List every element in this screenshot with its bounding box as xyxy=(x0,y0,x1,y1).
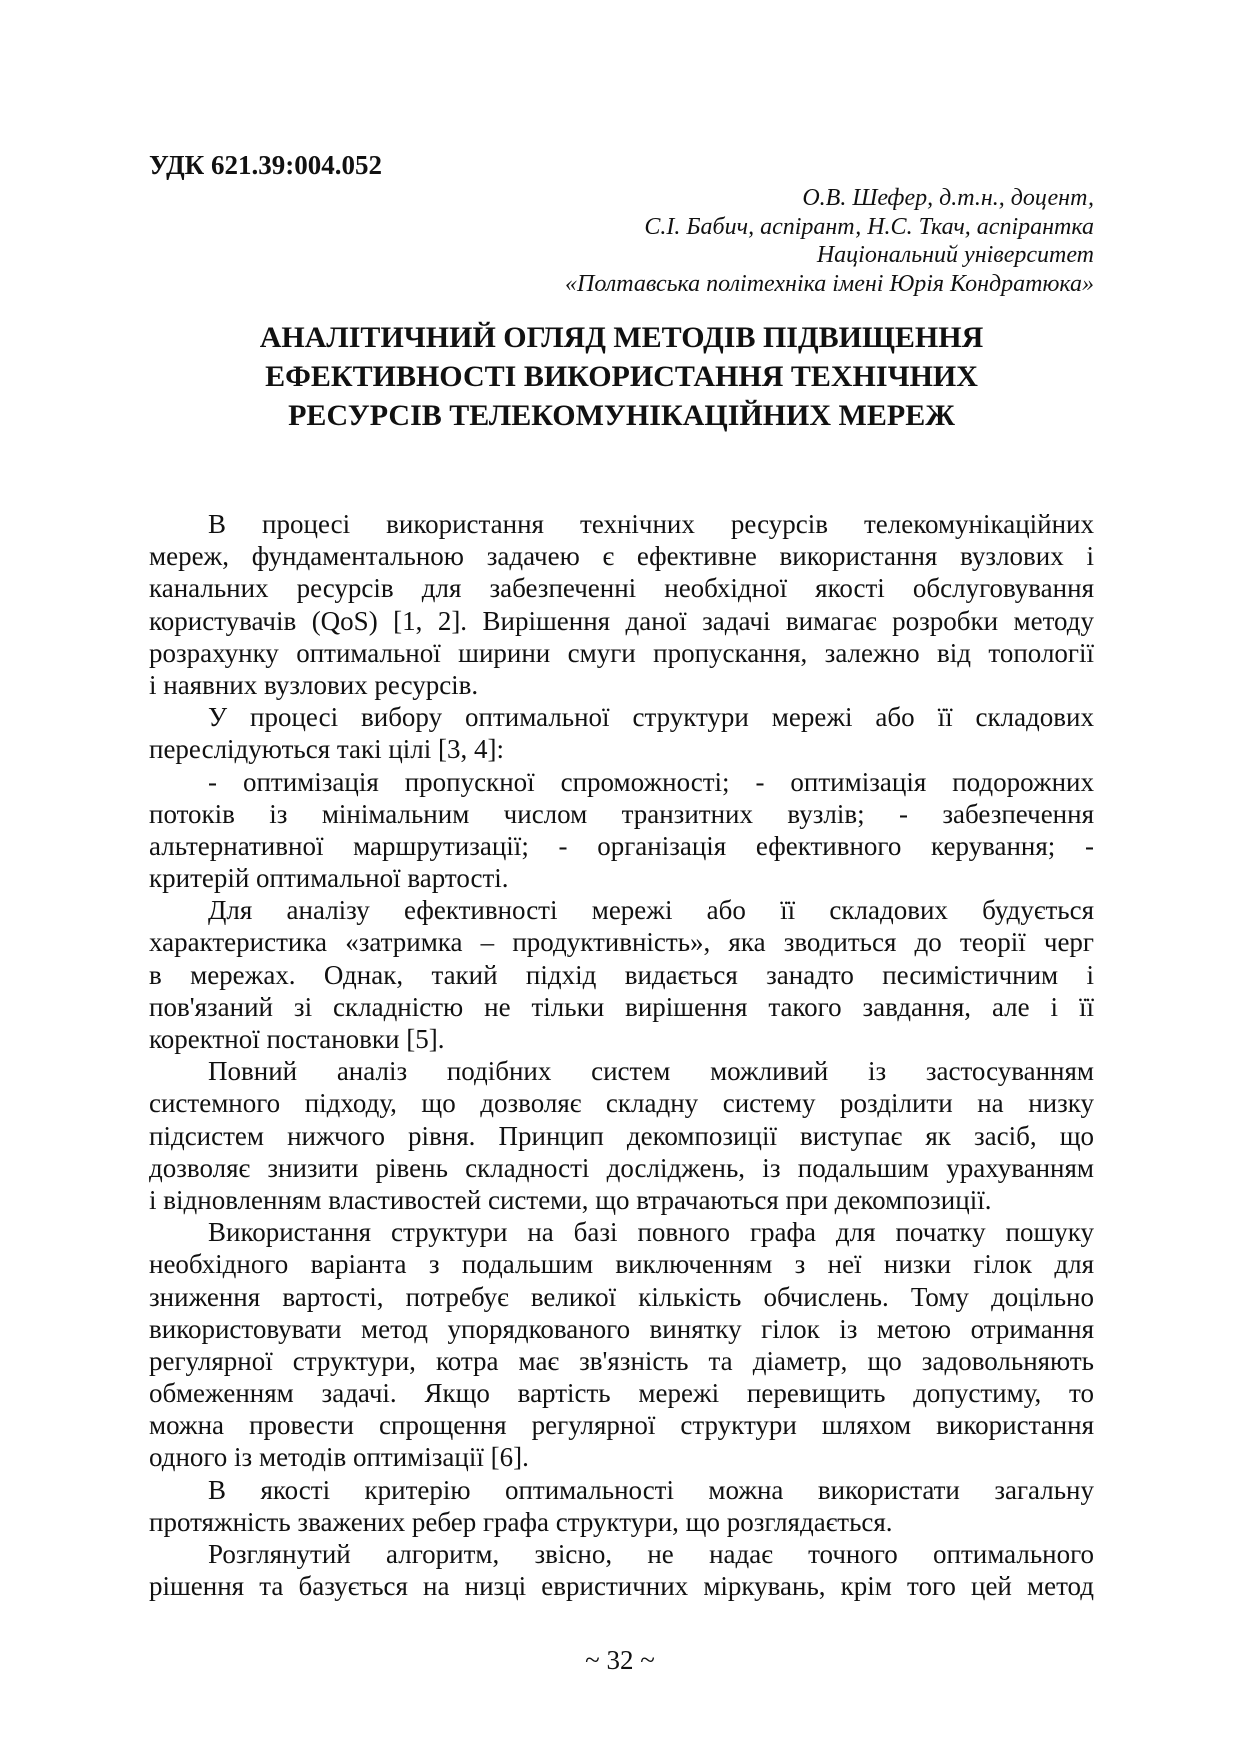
text-line: і відновленням властивостей системи, що втрачаються при декомпозиції. xyxy=(149,1184,992,1215)
page-number: ~ 32 ~ xyxy=(585,1645,655,1675)
text-line: У процесі вибору оптимальної структури мережі або її складових xyxy=(208,702,1094,733)
author-line: С.І. Бабич, аспірант, Н.С. Ткач, аспірантка xyxy=(644,213,1094,240)
title-line: РЕСУРСІВ ТЕЛЕКОМУНІКАЦІЙНИХ МЕРЕЖ xyxy=(288,399,955,432)
text-line: можна провести спрощення регулярної структури шляхом використання xyxy=(149,1410,1094,1441)
text-line: системного підходу, що дозволяє складну систему розділити на низку xyxy=(149,1088,1094,1119)
paragraph xyxy=(149,766,1094,895)
text-line: характеристика «затримка – продуктивність», яка зводиться до теорії черг xyxy=(149,927,1094,958)
udc-code: УДК 621.39:004.052 xyxy=(149,150,382,180)
text-line: в мережах. Однак, такий підхід видається занадто песимістичним і xyxy=(149,959,1094,990)
paragraph xyxy=(149,1216,1094,1474)
paragraph xyxy=(149,1474,1094,1538)
title-line: АНАЛІТИЧНИЙ ОГЛЯД МЕТОДІВ ПІДВИЩЕННЯ xyxy=(259,321,984,354)
text-line: обмеженням задачі. Якщо вартість мережі перевищить допустиму, то xyxy=(149,1378,1094,1409)
text-line: альтернативної маршрутизації; - організація ефективного керування; - xyxy=(149,830,1094,861)
article-title xyxy=(149,318,1094,435)
text-line: канальних ресурсів для забезпеченні необхідної якості обслуговування xyxy=(149,573,1094,604)
text-line: використовувати метод упорядкованого винятку гілок із метою отримання xyxy=(149,1313,1094,1344)
author-line: О.В. Шефер, д.т.н., доцент, xyxy=(802,185,1094,211)
text-line: і наявних вузлових ресурсів. xyxy=(149,669,479,700)
text-line: Використання структури на базі повного графа для початку пошуку xyxy=(208,1217,1094,1248)
text-line: Для аналізу ефективності мережі або її складових будується xyxy=(208,895,1094,926)
paragraph xyxy=(149,508,1094,701)
article-body xyxy=(149,508,1094,1602)
paragraph xyxy=(149,894,1094,1055)
paragraph xyxy=(149,1538,1094,1602)
text-line: переслідуються такі цілі [3, 4]: xyxy=(149,734,505,765)
text-line: підсистем нижчого рівня. Принцип декомпозиції виступає як засіб, що xyxy=(149,1120,1094,1151)
text-line: користувачів (QoS) [1, 2]. Вирішення даної задачі вимагає розробки методу xyxy=(149,605,1094,636)
paragraph xyxy=(149,701,1094,765)
text-line: мереж, фундаментальною задачею є ефективне використання вузлових і xyxy=(149,541,1094,572)
text-line: протяжність зважених ребер графа структури, що розглядається. xyxy=(149,1506,893,1537)
text-line: розрахунку оптимальної ширини смуги пропускання, залежно від топології xyxy=(149,637,1094,668)
text-line: регулярної структури, котра має зв'язність та діаметр, що задовольняють xyxy=(149,1345,1094,1376)
text-line: рішення та базується на низці евристичних міркувань, крім того цей метод xyxy=(149,1571,1094,1602)
text-line: дозволяє знизити рівень складності досліджень, із подальшим урахуванням xyxy=(149,1152,1094,1183)
affiliation-line: «Полтавська політехніка імені Юрія Кондратюка» xyxy=(565,270,1094,297)
authors-block xyxy=(565,184,1094,298)
text-line: одного із методів оптимізації [6]. xyxy=(149,1442,529,1473)
text-line: пов'язаний зі складністю не тільки вирішення такого завдання, але і її xyxy=(149,991,1094,1022)
title-line: ЕФЕКТИВНОСТІ ВИКОРИСТАННЯ ТЕХНІЧНИХ xyxy=(265,360,978,393)
text-line: зниження вартості, потребує великої кількість обчислень. Тому доцільно xyxy=(149,1281,1094,1312)
text-line: критерій оптимальної вартості. xyxy=(149,863,509,894)
text-line: потоків із мінімальним числом транзитних вузлів; - забезпечення xyxy=(149,798,1094,829)
text-line: В якості критерію оптимальності можна використати загальну xyxy=(208,1474,1094,1505)
text-line: Розглянутий алгоритм, звісно, не надає точного оптимального xyxy=(208,1539,1094,1569)
paragraph xyxy=(149,1055,1094,1216)
text-line: - оптимізація пропускної спроможності; - оптимізація подорожних xyxy=(208,766,1094,797)
text-line: необхідного варіанта з подальшим виключенням з неї низки гілок для xyxy=(149,1249,1094,1280)
text-line: В процесі використання технічних ресурсів телекомунікаційних xyxy=(208,509,1094,539)
affiliation-line: Національний університет xyxy=(816,242,1094,268)
text-line: коректної постановки [5]. xyxy=(149,1024,445,1054)
text-line: Повний аналіз подібних систем можливий із застосуванням xyxy=(208,1056,1094,1087)
